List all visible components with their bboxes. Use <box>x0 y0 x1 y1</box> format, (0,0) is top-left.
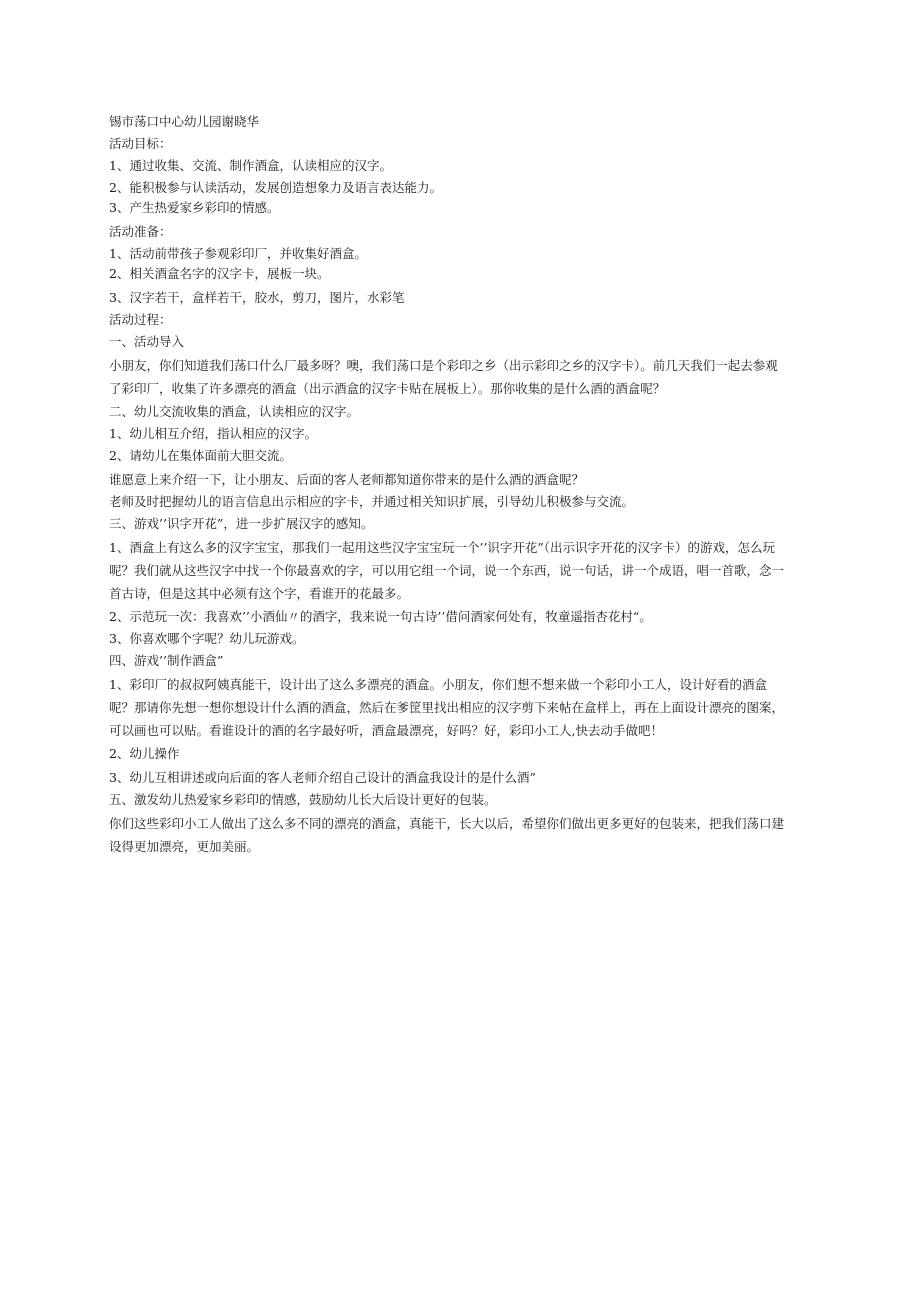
step-1-paragraph: 小朋友，你们知道我们荡口什么厂最多呀？噢，我们荡口是个彩印之乡（出示彩印之乡的汉字卡）。前几天我们一起去参观了彩印厂，收集了许多漂亮的酒盒（出示酒盒的汉字卡贴在展板上）。那你收集的是什么酒的酒盒呢？ <box>109 358 778 396</box>
step-4-item-2: 2、幼儿操作 <box>109 746 180 761</box>
step-4-item-1: 1、彩印厂的叔叔阿姨真能干，设计出了这么多漂亮的酒盒。小朋友，你们想不想来做一个彩印小工人，设计好看的酒盒呢？那请你先想一想你想设计什么酒的酒盒，然后在爹筐里找出相应的汉字剪下来帖在盒样上，再在上面设计漂亮的图案，可以画也可以贴。看谁设计的酒的名字最好听，酒盒最漂亮，好吗？好，彩印小工人,快去动手做吧！ <box>109 677 785 738</box>
step-4-item-3: 3、幼儿互相讲述或向后面的客人老师介绍自己设计的酒盒我设计的是什么酒” <box>109 770 536 785</box>
section-label-preparation: 活动准备： <box>109 224 172 239</box>
step-5-paragraph: 你们这些彩印小工人做出了这么多不同的漂亮的酒盒，真能干，长大以后，希望你们做出更多更好的包装来，把我们荡口建设得更加漂亮，更加美丽。 <box>109 816 785 854</box>
prep-item-3: 3、汉字若干，盒样若干，胶水，剪刀，图片，水彩笔 <box>109 290 405 305</box>
step-heading-4: 四、游戏’’制作酒盒” <box>109 653 224 668</box>
section-label-goals: 活动目标： <box>109 136 172 151</box>
document-body <box>109 112 785 858</box>
goal-item-2: 2、能积极参与认读活动，发展创造想象力及语言表达能力。 <box>109 180 442 195</box>
step-3-item-1: 1、酒盒上有这么多的汉字宝宝，那我们一起用这些汉字宝宝玩一个’’识字开花”（出示识字开花的汉字卡）的游戏，怎么玩呢？我们就从这些汉字中找一个你最喜欢的字，可以用它组一个词，说一个东西，说一句话，讲一个成语，唱一首歌，念一首古诗，但是这其中必须有这个字，看谁开的花最多。 <box>109 540 785 601</box>
step-2-item-2: 2、请幼儿在集体面前大胆交流。 <box>109 448 292 463</box>
author-line: 锡市荡口中心幼儿园谢晓华 <box>109 114 260 129</box>
step-3-item-3: 3、你喜欢哪个字呢？幼儿玩游戏。 <box>109 631 305 646</box>
step-2-paragraph-b: 老师及时把握幼儿的语言信息出示相应的字卡，并通过相关知识扩展，引导幼儿积极参与交流。 <box>109 494 635 509</box>
goal-item-3: 3、产生热爱家乡彩印的情感。 <box>109 200 280 215</box>
step-heading-5: 五、激发幼儿热爱家乡彩印的情感，鼓励幼儿长大后设计更好的包装。 <box>109 792 497 807</box>
prep-item-1: 1、活动前带孩子参观彩印厂，并收集好酒盒。 <box>109 246 367 261</box>
step-2-paragraph-a: 谁愿意上来介绍一下，让小朋友、后面的客人老师都知道你带来的是什么酒的酒盒呢？ <box>109 472 585 487</box>
step-3-item-2: 2、示范玩一次：我喜欢’’小酒仙〃的酒字，我来说一句古诗’’借问酒家何处有，牧童遥指杏花村“。 <box>109 609 652 624</box>
step-2-item-1: 1、幼儿相互介绍，指认相应的汉字。 <box>109 426 317 441</box>
prep-item-2: 2、相关酒盒名字的汉字卡，展板一块。 <box>109 266 330 281</box>
step-heading-1: 一、活动导入 <box>109 334 185 349</box>
section-label-process: 活动过程： <box>109 312 172 327</box>
step-heading-3: 三、游戏’’识字开花”，进一步扩展汉字的感知。 <box>109 516 374 531</box>
goal-item-1: 1、通过收集、交流、制作酒盒，认读相应的汉字。 <box>109 158 392 173</box>
step-heading-2: 二、幼儿交流收集的酒盒，认读相应的汉字。 <box>109 404 360 419</box>
